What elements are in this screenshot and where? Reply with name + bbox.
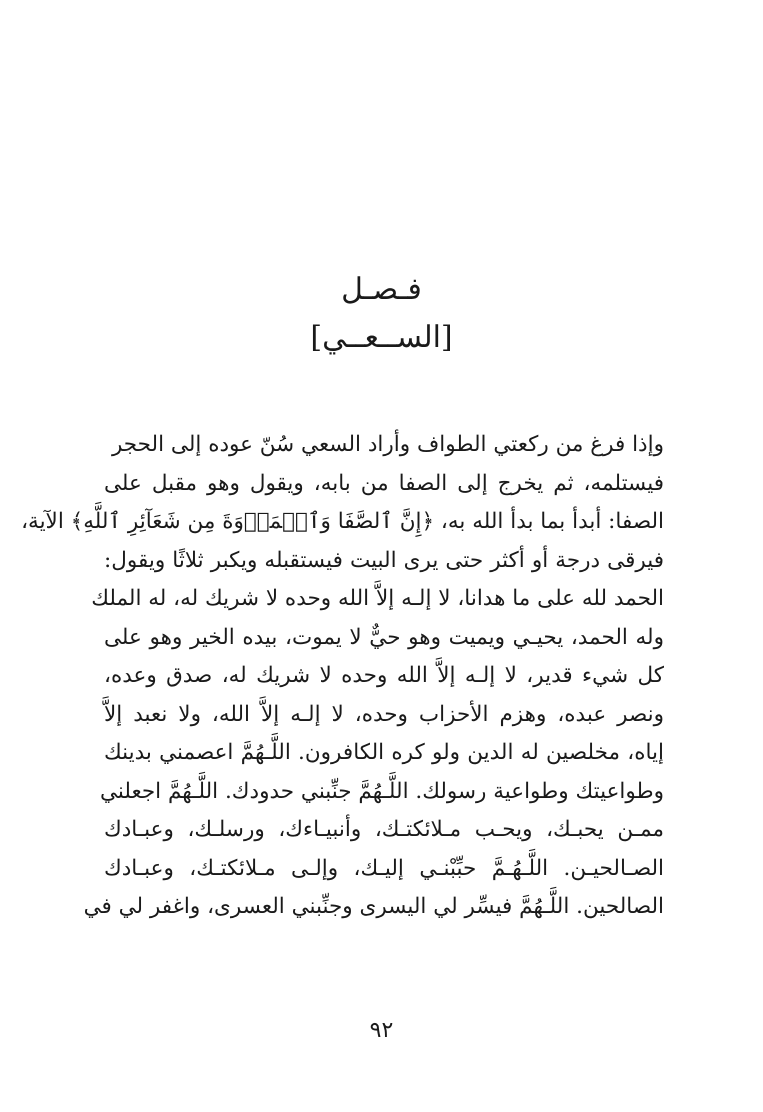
text-line: إياه، مخلصين له الدين ولو كره الكافرون. اللَّـهُمَّ اعصمني بدينك [104,740,664,765]
text-line: وطواعيتك وطواعية رسولك. اللَّـهُمَّ جنِّبني حدودك. اللَّـهُمَّ اجعلني [99,778,664,804]
text-line: ممـن يحبـك، ويحـب مـلائكتـك، وأنبيـاءك، ورسلـك، وعبـادك [104,817,664,842]
body-paragraph [21,426,664,927]
text-line: ونصر عبده، وهزم الأحزاب وحده، لا إلـه إلاَّ الله، ولا نعبد إلاَّ [104,701,664,727]
text-line: فيستلمه، ثم يخرج إلى الصفا من بابه، ويقول وهو مقبل على [104,470,664,496]
text-line: كل شيء قدير، لا إلـه إلاَّ الله وحده لا شريك له، صدق وعده، [104,663,664,688]
text-line: وله الحمد، يحيـي ويميت وهو حيٌّ لا يموت، بيده الخير وهو على [104,624,664,650]
section-title: فـصـل [341,272,422,307]
text-line: وإذا فرغ من ركعتي الطواف وأراد السعي سُنّ عوده إلى الحجر [111,432,664,457]
text-line: الصفا: أبدأ بما بدأ الله به، ﴿إِنَّ ٱلصَّفَا وَٱلۡمَرۡوَةَ مِن شَعَآئِرِ ٱللَّهِ﴾ الآية، [21,509,664,534]
text-line: الصـالحيـن. اللَّـهُـمَّ حبِّبْنـي إليـك، وإلـى مـلائكتـك، وعبـادك [104,855,664,881]
section-subtitle: [الســعــي] [310,320,453,355]
page-number: ٩٢ [369,1018,394,1043]
text-line: فيرقى درجة أو أكثر حتى يرى البيت فيستقبله ويكبر ثلاثًا ويقول: [104,547,664,573]
text-line: الحمد لله على ما هدانا، لا إلـه إلاَّ الله وحده لا شريك له، له الملك [91,586,664,611]
text-line: الصالحين. اللَّـهُمَّ فيسِّر لي اليسرى وجنِّبني العسرى، واغفر لي في [83,894,664,919]
